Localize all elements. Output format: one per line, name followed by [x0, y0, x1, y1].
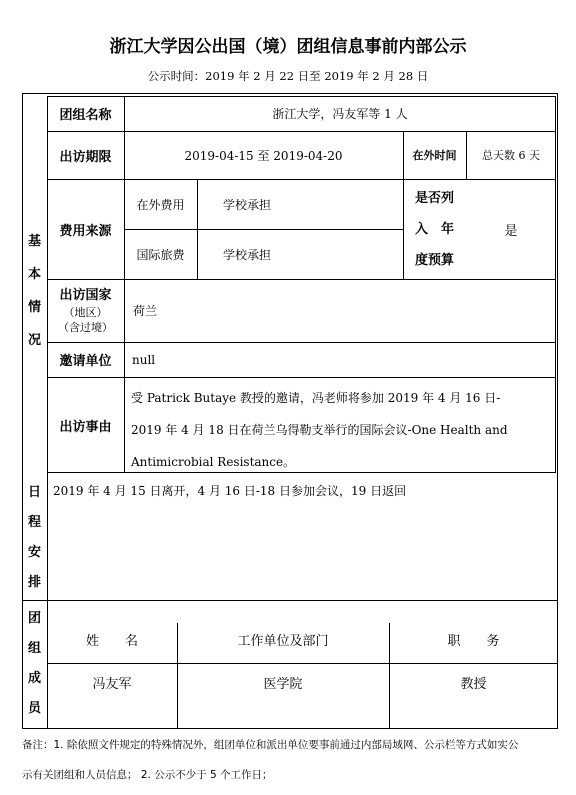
members-header-unit: 工作单位及部门 [237, 633, 329, 649]
group-name-label: 团组名称 [59, 108, 112, 123]
abroad-cost-label: 在外费用 [136, 197, 185, 212]
member-row-name: 冯友军 [92, 676, 132, 692]
publish-time [0, 68, 576, 84]
publish-time-label: 公示时间： [147, 69, 206, 83]
intl-travel-value: 学校承担 [222, 247, 271, 262]
members-section-label: 团 组 成 员 [27, 611, 41, 716]
period-label: 出访期限 [59, 149, 112, 165]
budget-value: 是 [504, 223, 518, 239]
member-row-title: 教授 [460, 676, 487, 692]
members-header-title: 职 务 [447, 633, 500, 649]
period-value: 2019-04-15 至 2019-04-20 [184, 148, 343, 163]
purpose-label: 出访事由 [59, 419, 112, 435]
publish-time-value: 2019 年 2 月 22 日至 2019 年 2 月 28 日 [205, 69, 429, 83]
page-title: 浙江大学因公出国（境）团组信息事前内部公示 [109, 37, 467, 57]
inviter-value: null [132, 352, 156, 367]
funding-label: 费用来源 [59, 223, 112, 239]
schedule-section-label: 日 程 安 排 [27, 485, 41, 590]
abroad-time-value: 总天数 6 天 [482, 149, 540, 162]
inviter-label: 邀请单位 [59, 354, 112, 369]
abroad-time-label: 在外时间 [412, 149, 457, 162]
budget-label: 是否列 入 年 度预算 [414, 190, 454, 268]
country-value: 荷兰 [133, 304, 158, 318]
member-row-unit: 医学院 [263, 676, 303, 692]
intl-travel-label: 国际旅费 [136, 247, 185, 262]
schedule-value: 2019 年 4 月 15 日离开，4 月 16 日-18 日参加会议，19 日返回 [53, 484, 407, 498]
abroad-cost-value: 学校承担 [222, 197, 271, 212]
basic-section-label: 基 本 情 况 [27, 234, 41, 348]
country-label: 出访国家 （地区） （含过境） [58, 287, 113, 334]
footnote [22, 730, 562, 790]
footnote-line-1: 备注：1. 除依照文件规定的特殊情况外，组团单位和派出单位要事前通过内部局域网、公示栏等方式如实公 [22, 739, 519, 751]
group-name-value: 浙江大学，冯友军等 1 人 [272, 107, 408, 121]
members-header-name: 姓 名 [85, 633, 138, 649]
purpose-value: 受 Patrick Butaye 教授的邀请，冯老师将参加 2019 年 4 月 16 日- 2019 年 4 月 18 日在荷兰乌得勒支举行的国际会议-One Health and Antimicrobial Resistance。 [131, 391, 508, 469]
footnote-line-2: 示有关团组和人员信息； 2. 公示不少于 5 个工作日； [22, 769, 273, 781]
